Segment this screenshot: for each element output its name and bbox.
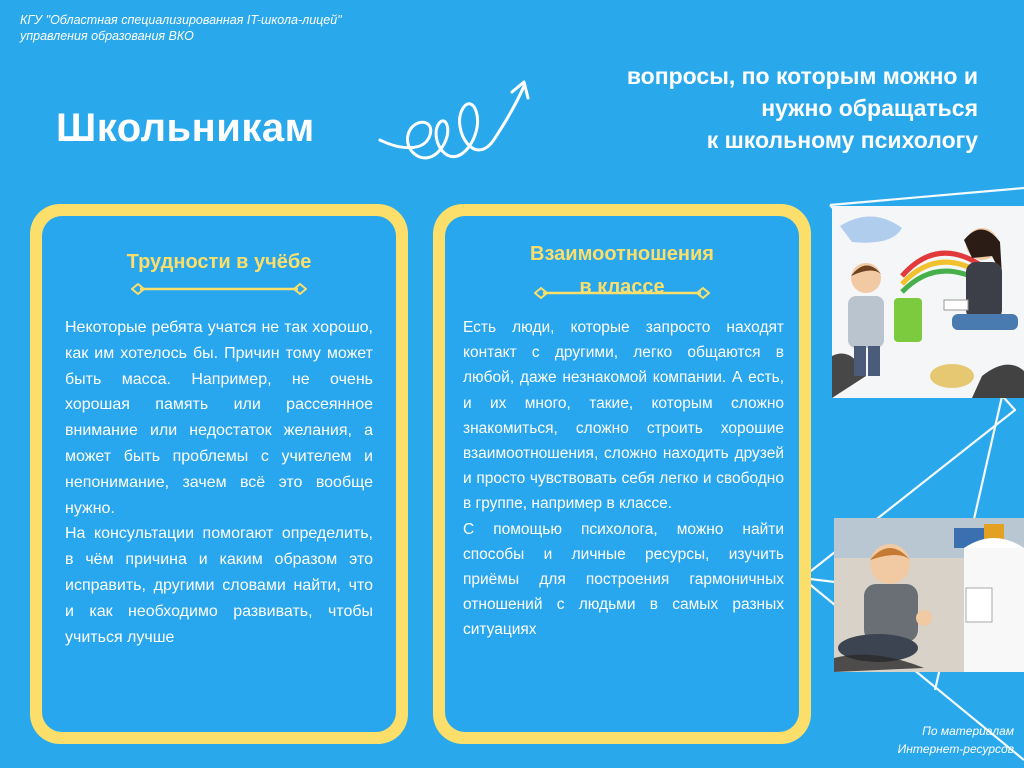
card-paragraph: С помощью психолога, можно найти способы и личные ресурсы, изучить приёмы для построения гармоничных отношений с людьми в самых разных ситуациях [463, 520, 784, 639]
source-note [898, 722, 1014, 758]
card-paragraph: Некоторые ребята учатся не так хорошо, как им хотелось бы. Причин тому может быть масса. Например, не очень хорошая память или рассеянное внимание или недостаток желания, а может быть проблемы с учителем и непонимание, зачем всё это вообще нужно. [65, 319, 373, 517]
card-class-relationships [433, 204, 811, 744]
headline-line2: нужно обращаться [761, 95, 978, 121]
photo-psychologist-with-boy [832, 206, 1024, 398]
card-body [65, 315, 373, 650]
ornament-divider [131, 282, 307, 296]
ornament-divider [534, 286, 710, 300]
card-title-line1: Взаимоотношения [530, 243, 714, 265]
card-inner [445, 216, 799, 732]
card-body [463, 315, 784, 643]
card-paragraph: Есть люди, которые запросто находят контакт с другими, легко общаются в любой, даже незнакомой компании. А есть, и их много, такие, которым сложно знакомиться, сложно строить хорошие взаимоотношения, сложно находить друзей и просто чувствовать себя легко и свободно в группе, например в классе. [463, 319, 784, 513]
headline-line3: к школьному психологу [706, 127, 978, 153]
source-line1: По материалам [922, 724, 1014, 738]
school-name-line2: управления образования ВКО [20, 29, 194, 43]
school-name [20, 12, 342, 44]
headline-line1: вопросы, по которым можно и [626, 63, 978, 89]
card-paragraph: На консультации помогают определить, в чём причина и каким образом это исправить, другими словами найти, что и как необходимо развивать, чтобы учиться лучше [65, 525, 373, 646]
page-title: Школьникам [56, 106, 315, 150]
source-line2: Интернет-ресурсов [897, 742, 1014, 756]
card-title: Трудности в учёбе [126, 251, 312, 273]
card-study-difficulties [30, 204, 408, 744]
photo-boy-consultation [834, 518, 1024, 672]
card-title-line2: в классе [579, 276, 665, 298]
card-inner [42, 216, 396, 732]
school-name-line1: КГУ "Областная специализированная IT-школа-лицей" [20, 13, 342, 27]
headline [498, 60, 978, 156]
